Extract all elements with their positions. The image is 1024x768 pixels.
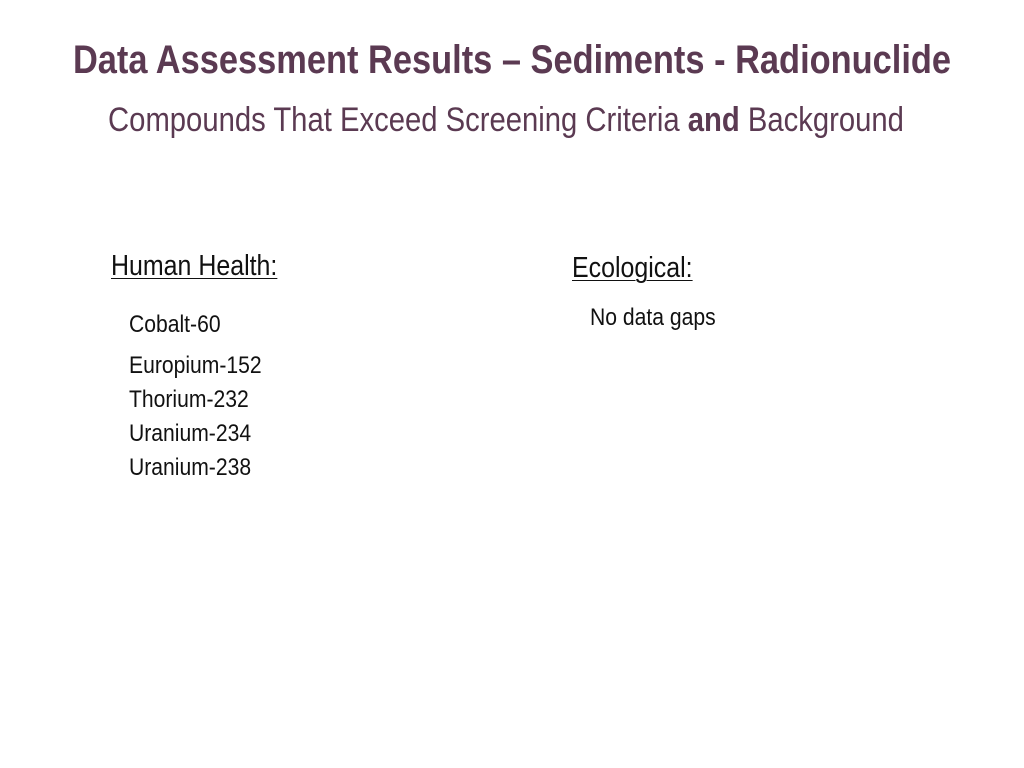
- subtitle-text-end: Background: [739, 101, 904, 139]
- list-item: Uranium-238: [129, 454, 252, 481]
- human-health-list: [129, 308, 280, 485]
- list-item: Uranium-234: [129, 420, 252, 447]
- subtitle-bold-word: and: [687, 101, 740, 139]
- list-item: Cobalt-60: [129, 311, 221, 338]
- list-item: Thorium-232: [129, 386, 249, 413]
- slide-title: Data Assessment Results – Sediments - Radionuclide: [72, 38, 952, 82]
- ecological-text: No data gaps: [590, 304, 716, 331]
- slide-subtitle: [71, 101, 941, 140]
- list-item: Europium-152: [129, 352, 262, 379]
- subtitle-text-start: Compounds That Exceed Screening Criteria: [108, 101, 688, 139]
- ecological-heading: Ecological:: [572, 252, 693, 284]
- human-health-heading: Human Health:: [111, 250, 278, 282]
